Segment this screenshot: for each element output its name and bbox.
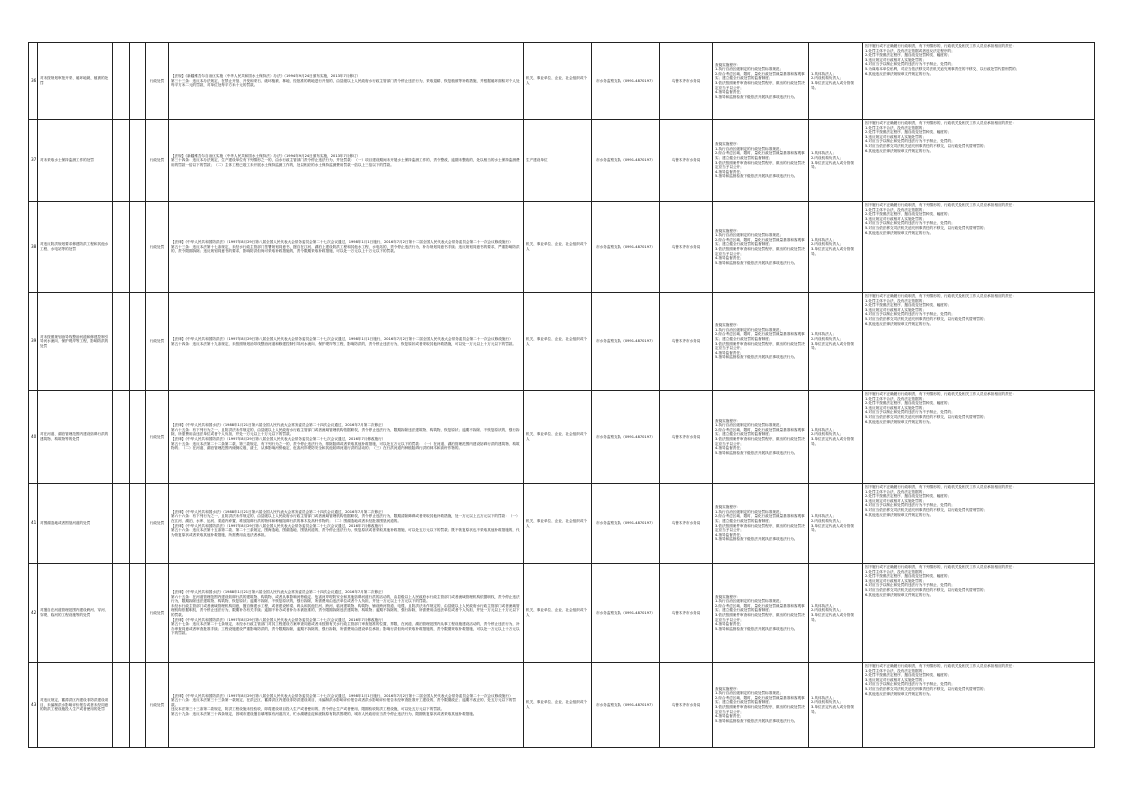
liability bbox=[863, 484, 1095, 564]
sub-item bbox=[113, 293, 130, 391]
blank-cell bbox=[130, 293, 146, 391]
responsibility-line: 1.具体执法人； bbox=[811, 332, 836, 337]
liability-line: 1.处罚主体不合法、没有法定依据或者违反法定程序的； bbox=[865, 48, 955, 53]
liability-line: 2.处罚不按照法定程序、擅自改变处罚种类、幅度的； bbox=[865, 53, 952, 58]
responsibility bbox=[809, 484, 863, 564]
sub-item bbox=[113, 564, 130, 663]
item-name: 对围湖造地或者围垦河道的处罚 bbox=[38, 484, 113, 564]
responsibility-line: 2.内设机构负责人； bbox=[811, 242, 844, 247]
legal-basis-paragraph: 第三十三条：违反本办法规定，在禁止开垦、开发和采石、破坏植被、林地、经批准的坡地进行开垦的，由县级以上人民政府水行政主管部门责令停止违法行为，采取退耕、恢复植被等补救措施，并根据破坏面积对个人处每平方米二元的罚款，对单位处每平方米十元的罚款。 bbox=[171, 78, 520, 88]
liability-line: 4.对应当予以制止和处罚的违法行为不予制止、处罚的； bbox=[865, 410, 955, 415]
step-line: 3.依法按照案件审查和行政处罚程序，做出的行政处罚决定应当予以公开； bbox=[715, 705, 805, 714]
legal-basis-paragraph: 【法律】《中华人民共和国防洪法》（1997年8月29日第八届全国人民代表大会常务委员会第二十七次会议通过，2016年7月修改施行） bbox=[171, 437, 386, 441]
responsibility-line: 3.单位法定代表人或分管领导。 bbox=[811, 160, 854, 170]
table-row bbox=[29, 120, 1095, 202]
dept: 市水务监察支队（0991-4870197） bbox=[592, 484, 660, 564]
step-line: 3.依法按照案件审查和行政处罚程序，做出的行政处罚决定应当予以公开； bbox=[715, 613, 805, 622]
liability-line: 5.为谋取本单位私利，对应当依法移交司法机关追究刑事责任的不移交、以行政处罚代替刑罚的； bbox=[865, 66, 1020, 71]
liability-line: 4.对应当予以制止和处罚的违法行为不予制止、处罚的； bbox=[865, 583, 955, 588]
step-line: 1.执行自治区级制定的行政处罚标准规范； bbox=[715, 67, 784, 72]
liability-line: 3.违反规定对行政相对人实施处罚的； bbox=[865, 216, 926, 221]
step-line: 2.综合考虑区域、限时、量化行政处罚裁量基准和客观事实；建立健全行政处罚的监督制度； bbox=[715, 603, 805, 613]
liability-line: 因不履行或不正确履行行政职责，有下列情形的，行政机关及相关工作人员应承担相应的责任： bbox=[865, 121, 1016, 125]
table-body bbox=[29, 43, 1095, 748]
item-name: 对违反规定，蓄滞洪区内建设非防洪建设项目，未编制洪水影响评价报告或者未经同意的防洪工程设施投入生产或者使用的处罚 bbox=[38, 663, 113, 748]
step-line: 4.指导监督责任； bbox=[715, 350, 744, 355]
liability-line: 2.处罚不按照法定程序、擅自改变处罚种类、幅度的； bbox=[865, 130, 952, 135]
steps bbox=[713, 564, 809, 663]
step-line: 3.依法按照案件审查和行政处罚程序，做出的行政处罚决定应当予以公开； bbox=[715, 81, 805, 90]
liability-line: 因不履行或不正确履行行政职责，有下列情形的，行政机关及相关工作人员应承担相应的责任： bbox=[865, 392, 1016, 396]
row-number: 40 bbox=[29, 391, 38, 484]
liability-line: 5.对应当依法移交司法机关追究刑事责任的不移交，以行政处罚代替刑罚的； bbox=[865, 507, 988, 512]
item-name: 对在河道、湖泊管理范围内建设妨碍行洪的建筑物、构筑物等的处罚 bbox=[38, 391, 113, 484]
power-type: 行政处罚 bbox=[146, 293, 169, 391]
responsibility bbox=[809, 564, 863, 663]
dept: 市水务监察支队（0991-4870197） bbox=[592, 391, 660, 484]
legal-basis bbox=[169, 391, 524, 484]
liability-line: 因不履行或不正确履行行政职责，有下列情形的，行政机关及相关工作人员应承担相应的责任： bbox=[865, 203, 1016, 207]
dept: 市水务监察支队（0991-4870197） bbox=[592, 293, 660, 391]
row-number: 43 bbox=[29, 663, 38, 748]
subject: 机关、事业单位、企业、社会组织或个人 bbox=[524, 293, 592, 391]
subject: 机关、事业单位、企业、社会组织或个人 bbox=[524, 391, 592, 484]
liability-line: 因不履行或不正确履行行政职责，有下列情形的，行政机关及相关工作人员应承担相应的责任： bbox=[865, 565, 1016, 569]
responsibility-line: 2.内设机构负责人； bbox=[811, 608, 844, 613]
liability-line: 5.对应当依法移交司法机关追究刑事责任的不移交，以行政处罚代替刑罚的； bbox=[865, 414, 988, 419]
liability-line: 4.对应当予以制止和处罚的违法行为不予制止、处罚的； bbox=[865, 312, 955, 317]
row-number: 38 bbox=[29, 202, 38, 293]
liability-line: 2.处罚不按照法定程序、擅自改变处罚种类、幅度的； bbox=[865, 401, 952, 406]
responsibility-line: 2.内设机构负责人； bbox=[811, 76, 844, 81]
responsibility-line: 2.内设机构负责人； bbox=[811, 432, 844, 437]
responsibility-line: 3.单位法定代表人或分管领导。 bbox=[811, 341, 854, 351]
subject: 机关、事业单位、企业、社会组织或个人 bbox=[524, 484, 592, 564]
responsibility-line: 1.具体执法人； bbox=[811, 514, 836, 519]
responsibility-line: 3.单位法定代表人或分管领导。 bbox=[811, 523, 854, 533]
step-line: 查阅实施程序： bbox=[715, 323, 741, 328]
liability-line: 1.处罚主体不合法、没有法定依据的； bbox=[865, 125, 926, 130]
power-type: 行政处罚 bbox=[146, 564, 169, 663]
subject: 机关、事业单位、企业、社会组织或个人 bbox=[524, 663, 592, 748]
responsibility-line: 3.单位法定代表人或分管领导。 bbox=[811, 705, 854, 714]
step-line: 2.综合考虑区域、限时、量化行政处罚裁量基准和客观事实；建立健全行政处罚的监督制度； bbox=[715, 237, 805, 247]
legal-basis-paragraph: 违反本法第三十三条第二款规定，防洪工程设施未经验收，即将建设项目投入生产或者使用的，责令停止生产或者使用，限期验收防洪工程设施，可以处五万元以下的罚款。 bbox=[171, 707, 445, 712]
subject: 机关、事业单位、企业、社会组织或个人 bbox=[524, 564, 592, 663]
legal-basis-paragraph: 【法律】《中华人民共和国防洪法》（1997年8月29日第八届全国人民代表大会常务委员会第二十七次会议通过，1998年1月1日施行，2016年7月2日第十二届全国人民代表大会常务委员会第二十一次会议修改施行） bbox=[171, 240, 513, 245]
liability-line: 1.处罚主体不合法、没有法定依据的； bbox=[865, 298, 926, 303]
step-line: 4.指导监督责任； bbox=[715, 446, 744, 451]
power-type: 行政处罚 bbox=[146, 120, 169, 202]
responsibility-line: 2.内设机构负责人； bbox=[811, 700, 844, 705]
org: 乌鲁木齐市水务局 bbox=[660, 120, 713, 202]
liability-line: 3.违反规定对行政相对人实施处罚的； bbox=[865, 498, 926, 503]
liability-line: 6.其他违反法律法规规章文件规定的行为。 bbox=[865, 148, 934, 153]
responsibility-line: 2.内设机构负责人； bbox=[811, 155, 844, 160]
step-line: 4.指导监督责任； bbox=[715, 256, 744, 261]
liability-line: 4.对应当予以制止和处罚的违法行为不予制止、处罚的； bbox=[865, 62, 955, 67]
blank-cell bbox=[130, 120, 146, 202]
step-line: 1.执行自治区级制定的行政处罚标准规范； bbox=[715, 509, 784, 514]
steps bbox=[713, 663, 809, 748]
dept: 市水务监察支队（0991-4870197） bbox=[592, 663, 660, 748]
legal-basis-paragraph: 【法律】《中华人民共和国防洪法》（1997年8月29日第八届全国人民代表大会常务委员会第二十七次会议通过，2016年7月修改施行） bbox=[171, 523, 386, 528]
liability-line: 1.处罚主体不合法、没有法定依据的； bbox=[865, 668, 926, 673]
liability-line: 3.违反规定对行政相对人实施处罚的； bbox=[865, 677, 926, 682]
power-list-table bbox=[28, 42, 1095, 748]
liability-line: 1.处罚主体不合法、没有法定依据的； bbox=[865, 489, 926, 494]
responsibility bbox=[809, 43, 863, 120]
step-line: 5.指导和监督检查下级依法开展执法事项违法行为。 bbox=[715, 626, 798, 631]
liability-line: 2.处罚不按照法定程序、擅自改变处罚种类、幅度的； bbox=[865, 212, 952, 217]
step-line: 5.指导和监督检查下级依法开展执法事项违法行为。 bbox=[715, 174, 798, 179]
org: 乌鲁木齐市水务局 bbox=[660, 564, 713, 663]
step-line: 1.执行自治区级制定的行政处罚标准规范； bbox=[715, 327, 784, 332]
legal-basis bbox=[169, 293, 524, 391]
legal-basis bbox=[169, 484, 524, 564]
dept: 市水务监察支队（0991-4870197） bbox=[592, 202, 660, 293]
step-line: 2.综合考虑区域、限时、量化行政处罚裁量基准和客观事实；建立健全行政处罚的监督制度； bbox=[715, 427, 805, 437]
liability-line: 5.对应当依法移交司法机关追究刑事责任的不移交，以行政处罚代替刑罚的； bbox=[865, 686, 988, 691]
power-type: 行政处罚 bbox=[146, 202, 169, 293]
step-line: 5.指导和监督检查下级依法开展执法事项违法行为。 bbox=[715, 355, 798, 360]
responsibility-line: 1.具体执法人； bbox=[811, 695, 836, 700]
org: 乌鲁木齐市水务局 bbox=[660, 293, 713, 391]
liability bbox=[863, 120, 1095, 202]
responsibility bbox=[809, 293, 863, 391]
step-line: 查阅实施程序： bbox=[715, 142, 741, 147]
item-name: 对未按照规划治导线整治河道和修建控制引导河水流向、保护堤岸等工程，影响防洪的处罚 bbox=[38, 293, 113, 391]
legal-basis-paragraph: 【法律】《中华人民共和国水法》（1988年1月21日第六届全国人民代表大会常务委员会第二十四次会议通过，2016年7月第二次修正） bbox=[171, 509, 386, 514]
legal-basis bbox=[169, 663, 524, 748]
org: 乌鲁木齐市水务局 bbox=[660, 43, 713, 120]
liability-line: 因不履行或不正确履行行政职责，有下列情形的，行政机关及相关工作人员应承担相应的责任： bbox=[865, 485, 1016, 489]
org: 乌鲁木齐市水务局 bbox=[660, 391, 713, 484]
step-line: 3.依法按照案件审查和行政处罚程序，做出的行政处罚决定应当予以公开； bbox=[715, 160, 805, 170]
step-line: 2.综合考虑区域、限时、量化行政处罚裁量基准和客观事实；建立健全行政处罚的监督制度； bbox=[715, 514, 805, 523]
legal-basis-paragraph: 第五十四条：违反本法第十九条规定，未按照规划治导线整治河道和修建控制引导河水流向、保护堤岸等工程，影响防洪的，责令停止违法行为，恢复原状或者采取其他补救措施，可以处一万元以上十万元以下的罚款。 bbox=[171, 341, 516, 346]
item-name: 对违反防洪规划要求修建防洪工程和其他水工程、水电站等的处罚 bbox=[38, 202, 113, 293]
power-type: 行政处罚 bbox=[146, 43, 169, 120]
dept: 市水务监察支队（0991-4870197） bbox=[592, 43, 660, 120]
liability bbox=[863, 43, 1095, 120]
liability-line: 3.违反规定对行政相对人实施处罚的； bbox=[865, 57, 926, 62]
subject: 机关、事业单位、企业、社会组织或个人 bbox=[524, 202, 592, 293]
item-name: 对未采取水土保持监测工作的处罚 bbox=[38, 120, 113, 202]
legal-basis-paragraph: 第五十六条：违反本法第十五条第二款、第二十三条规定，围海造地、围湖造地、围垦河道的，责令停止违法行为，恢复原状或者采取其他补救措施，可以处五万元以下的罚款；既不恢复原状也不采取其他补救措施的，代为恢复原状或者采取其他补救措施，所需费用由违法者承担。 bbox=[171, 528, 520, 537]
step-line: 5.指导和监督检查下级依法开展执法事项违法行为。 bbox=[715, 718, 798, 723]
liability-line: 1.处罚主体不合法、没有法定依据的； bbox=[865, 396, 926, 401]
liability-line: 因不履行或不正确履行行政职责，有下列情形的，行政机关及相关工作人员应承担相应的责任： bbox=[865, 294, 1016, 298]
legal-basis-paragraph: 第六十五条：有下列行为之一，且防洪法未作规定的，由县级以上人民政府水行政主管部门或者流域管理机构依据职权，责令停止违法行为，限期拆除违法建筑物、构筑物，恢复原状；逾期不拆除、不恢复原状的，强行拆除，所需费用由违法单位或者个人负担，并处一万元以上十万元以下的罚款。 bbox=[171, 427, 520, 437]
responsibility bbox=[809, 663, 863, 748]
liability-line: 6.其他违反法律法规规章文件规定的行为。 bbox=[865, 321, 934, 326]
responsibility-line: 1.具体执法人； bbox=[811, 603, 836, 608]
sub-item bbox=[113, 484, 130, 564]
steps bbox=[713, 202, 809, 293]
step-line: 2.综合考虑区域、限时、量化行政处罚裁量基准和客观事实；建立健全行政处罚的监督制度； bbox=[715, 695, 805, 705]
legal-basis-paragraph: 第六十六条：有下列行为之一，且防洪法未作规定的，由县级以上人民政府水行政主管部门或者流域管理机构依据职权，责令停止违法行为，限期清除障碍或者采取其他补救措施，处一万元以上五万元以下的罚款：（一）在江河、湖泊、水库、运河、渠道内弃置、堆放阻碍行洪的物体和种植阻碍行洪的林木及高秆作物的；（二）围湖造地或者未经批准围垦河道的。 bbox=[171, 514, 520, 523]
legal-basis-paragraph: 【法律】《中华人民共和国防洪法》（1997年8月29日第八届全国人民代表大会常务委员会第二十七次会议通过，2016年7月修改施行） bbox=[171, 617, 386, 622]
step-line: 查阅实施程序： bbox=[715, 505, 741, 510]
liability-line: 6.其他违反法律法规规章文件规定的行为。 bbox=[865, 71, 934, 76]
step-line: 5.指导和监督检查下级依法开展执法事项违法行为。 bbox=[715, 450, 798, 455]
blank-cell bbox=[130, 43, 146, 120]
responsibility bbox=[809, 120, 863, 202]
blank-cell bbox=[130, 663, 146, 748]
table-row bbox=[29, 293, 1095, 391]
responsibility-line: 3.单位法定代表人或分管领导。 bbox=[811, 247, 854, 256]
dept: 市水务监察支队（0991-4870197） bbox=[592, 564, 660, 663]
legal-basis-paragraph: 第六十五条：在河道管理范围内建设妨碍行洪的建筑物、构筑物，或者从事影响河势稳定、危害河岸堤防安全和其他妨碍河道行洪的活动的，由县级以上人民政府水行政主管部门或者流域管理机构依据职权，责令停止违法行为，限期拆除违法建筑物、构筑物，恢复原状；逾期不拆除、不恢复原状的，强行拆除，所需费用由违法单位或者个人负担，并处一万元以上十万元以下的罚款。 bbox=[171, 594, 520, 604]
legal-basis-paragraph: 【法律】《中华人民共和国水法》（1988年1月21日第六届全国人民代表大会常务委员会第二十四次会议通过，2016年7月第二次修正） bbox=[171, 423, 386, 428]
legal-basis-paragraph: 第五十五条：违反本法第二十二条第二款、第三款规定，有下列行为之一的，责令停止违法行为，排除阻碍或者采取其他补救措施，可以处五万元以下的罚款：（一）在河道、湖泊管理范围内建设妨碍行洪的建筑物、构筑物的；（二）在河道、湖泊管理范围内倾倒垃圾、渣土，从事影响河势稳定、危害河岸堤防安全和其他妨碍河道行洪的活动的；（三）在行洪河道内种植阻碍行洪的林木和高秆作物的。 bbox=[171, 441, 520, 451]
liability-line: 5.对应当依法移交司法机关追究刑事责任的不移交，以行政处罚代替刑罚的； bbox=[865, 143, 988, 148]
subject: 机关、事业单位、企业、社会组织或个人 bbox=[524, 43, 592, 120]
table-row bbox=[29, 202, 1095, 293]
step-line: 3.依法按照案件审查和行政处罚程序，做出的行政处罚决定应当予以公开； bbox=[715, 523, 805, 533]
steps bbox=[713, 391, 809, 484]
step-line: 查阅实施程序： bbox=[715, 418, 741, 423]
liability-line: 1.处罚主体不合法、没有法定依据的； bbox=[865, 569, 926, 574]
liability-line: 5.对应当依法移交司法机关追究刑事责任的不移交，以行政处罚代替刑罚的； bbox=[865, 316, 988, 321]
liability-line: 6.其他违反法律法规规章文件规定的行为。 bbox=[865, 512, 934, 517]
liability-line: 6.其他违反法律法规规章文件规定的行为。 bbox=[865, 592, 934, 597]
blank-cell bbox=[130, 202, 146, 293]
legal-basis bbox=[169, 120, 524, 202]
legal-basis bbox=[169, 564, 524, 663]
step-line: 4.指导监督责任； bbox=[715, 622, 744, 627]
step-line: 1.执行自治区级制定的行政处罚标准规范； bbox=[715, 691, 784, 696]
table-row bbox=[29, 663, 1095, 748]
liability-line: 因不履行或不正确履行行政职责，有下列情形的，行政机关及相关工作人员应承担相应的责任： bbox=[865, 44, 1016, 48]
liability-line: 因不履行或不正确履行行政职责，有下列情形的，行政机关及相关工作人员应承担相应的责任： bbox=[865, 664, 1016, 668]
liability-line: 4.对应当予以制止和处罚的违法行为不予制止、处罚的； bbox=[865, 139, 955, 144]
step-line: 2.综合考虑区域、限时、量化行政处罚裁量基准和客观事实；建立健全行政处罚的监督制度； bbox=[715, 332, 805, 341]
sub-item bbox=[113, 202, 130, 293]
table-row bbox=[29, 564, 1095, 663]
step-line: 4.指导监督责任； bbox=[715, 532, 744, 537]
item-name: 对未按规划审批开采、破坏地貌、植被的处罚 bbox=[38, 43, 113, 120]
step-line: 4.指导监督责任； bbox=[715, 90, 744, 95]
row-number: 41 bbox=[29, 484, 38, 564]
step-line: 查阅实施程序： bbox=[715, 594, 741, 599]
steps bbox=[713, 293, 809, 391]
step-line: 5.指导和监督检查下级依法开展执法事项违法行为。 bbox=[715, 537, 798, 542]
sub-item bbox=[113, 120, 130, 202]
liability-line: 1.处罚主体不合法、没有法定依据的； bbox=[865, 207, 926, 212]
responsibility-line: 3.单位法定代表人或分管领导。 bbox=[811, 437, 854, 446]
row-number: 42 bbox=[29, 564, 38, 663]
blank-cell bbox=[130, 391, 146, 484]
step-line: 查阅实施程序： bbox=[715, 228, 741, 233]
sub-item bbox=[113, 663, 130, 748]
liability bbox=[863, 564, 1095, 663]
item-name: 对擅自在河道管理范围内建设跨河、穿河、穿堤、临河的工程设施等的处罚 bbox=[38, 564, 113, 663]
org: 乌鲁木齐市水务局 bbox=[660, 484, 713, 564]
steps bbox=[713, 43, 809, 120]
liability-line: 2.处罚不按照法定程序、擅自改变处罚种类、幅度的； bbox=[865, 494, 952, 499]
responsibility-line: 1.具体执法人； bbox=[811, 237, 836, 242]
legal-basis-paragraph: 【法律】《中华人民共和国防洪法》（1997年8月29日第八届全国人民代表大会常务委员会第二十七次会议通过，1998年1月1日施行，2016年7月2日第十二届全国人民代表大会常务委员会第二十一次会议修改施行） bbox=[171, 336, 513, 341]
responsibility bbox=[809, 391, 863, 484]
liability-line: 2.处罚不按照法定程序、擅自改变处罚种类、幅度的； bbox=[865, 303, 952, 308]
table-row bbox=[29, 391, 1095, 484]
liability bbox=[863, 663, 1095, 748]
sub-item bbox=[113, 43, 130, 120]
step-line: 1.执行自治区级制定的行政处罚标准规范； bbox=[715, 233, 784, 238]
liability-line: 3.违反规定对行政相对人实施处罚的； bbox=[865, 134, 926, 139]
power-list-sheet bbox=[28, 42, 1094, 748]
liability bbox=[863, 202, 1095, 293]
table-row bbox=[29, 43, 1095, 120]
step-line: 4.指导监督责任； bbox=[715, 169, 744, 174]
step-line: 2.综合考虑区域、限时、量化行政处罚裁量基准和客观事实；建立健全行政处罚的监督制度； bbox=[715, 71, 805, 81]
legal-basis-paragraph: 第五十七条：违反本法第二十七条规定，未经水行政主管部门对其工程建设方案审查同意或者未按照有关水行政主管部门审查批准的位置、界限，在河道、湖泊管理范围内从事工程设施建设活动的，责令停止违法行为，补办审查同意或者审查批准手续；工程设施建设严重影响防洪的，责令限期拆除，逾期不拆除的，强行拆除，所需费用由建设单位承担；影响行洪但尚可采取补救措施的，责令限期采取补救措施，可以处一万元以上十万元以下的罚款。 bbox=[171, 622, 520, 636]
step-line: 5.指导和监督检查下级依法开展执法事项违法行为。 bbox=[715, 94, 798, 99]
liability-line: 4.对应当予以制止和处罚的违法行为不予制止、处罚的； bbox=[865, 682, 955, 687]
liability-line: 3.违反规定对行政相对人实施处罚的； bbox=[865, 307, 926, 312]
sub-item bbox=[113, 391, 130, 484]
liability-line: 6.其他违反法律法规规章文件规定的行为。 bbox=[865, 691, 934, 696]
row-number: 36 bbox=[29, 43, 38, 120]
row-number: 39 bbox=[29, 293, 38, 391]
table-row bbox=[29, 484, 1095, 564]
liability-line: 4.对应当予以制止和处罚的违法行为不予制止、处罚的； bbox=[865, 503, 955, 508]
liability-line: 6.其他违反法律法规规章文件规定的行为。 bbox=[865, 230, 934, 235]
power-type: 行政处罚 bbox=[146, 484, 169, 564]
org: 乌鲁木齐市水务局 bbox=[660, 663, 713, 748]
step-line: 1.执行自治区级制定的行政处罚标准规范； bbox=[715, 423, 784, 428]
legal-basis-paragraph: 【法规】《新疆维吾尔自治区实施〈中华人民共和国水土保持法〉办法》（1994年9月24日颁布实施，2013年7月修订） bbox=[171, 74, 361, 79]
legal-basis-paragraph: 第五十三条：违反本法第十七条规定，未经水行政主管部门签署规划同意书，擅自在江河、湖泊上建设防洪工程和其他水工程、水电站的，责令停止违法行为，补办规划同意书手续；违反规划同意书的要求，严重影响防洪的，责令限期拆除；违反规划同意书的要求，影响防洪但尚可采取补救措施的，责令限期采取补救措施，可以处一万元以上十万元以下的罚款。 bbox=[171, 244, 520, 254]
step-line: 查阅实施程序： bbox=[715, 62, 741, 67]
blank-cell bbox=[130, 484, 146, 564]
step-line: 1.执行自治区级制定的行政处罚标准规范； bbox=[715, 146, 784, 151]
legal-basis-paragraph: 第三十四条：违反本办法规定，生产建设单位有下列情形之一的，由水行政主管部门责令停止违法行为，并处罚款：（一）项目建设期间未开展水土保持监测工作的，责令整改，逾期未整改的，处以相当的水土保持监测费用的罚款一倍以下的罚款；（二）主体工程已竣工未开展水土保持监测工作的，处以相应的水土保持监测费用罚款一倍以上三倍以下的罚款。 bbox=[171, 158, 520, 167]
liability-line: 5.对应当依法移交司法机关追究刑事责任的不移交，以行政处罚代替刑罚的； bbox=[865, 225, 988, 230]
power-type: 行政处罚 bbox=[146, 663, 169, 748]
liability bbox=[863, 391, 1095, 484]
power-type: 行政处罚 bbox=[146, 391, 169, 484]
legal-basis-paragraph: 第五十八条：违反本法第三十三条第一款规定，在洪泛区、蓄滞洪区内建设非防洪建设项目，未编制洪水影响评价报告或者洪水影响评价报告未经审查批准开工建设的，责令限期改正；逾期不改正的，处五万元以下的罚款。 bbox=[171, 698, 516, 707]
liability bbox=[863, 293, 1095, 391]
dept: 市水务监察支队（0991-4870197） bbox=[592, 120, 660, 202]
step-line: 3.依法按照案件审查和行政处罚程序，做出的行政处罚决定应当予以公开； bbox=[715, 341, 805, 351]
liability-line: 5.对应当依法移交司法机关追究刑事责任的不移交，以行政处罚代替刑罚的； bbox=[865, 587, 988, 592]
legal-basis-paragraph: 【法规】《新疆维吾尔自治区实施〈中华人民共和国水土保持法〉办法》（1994年9月24日颁布实施，2013年7月修订） bbox=[171, 153, 361, 158]
step-line: 1.执行自治区级制定的行政处罚标准规范； bbox=[715, 599, 784, 604]
step-line: 查阅实施程序： bbox=[715, 686, 741, 691]
liability-line: 2.处罚不按照法定程序、擅自改变处罚种类、幅度的； bbox=[865, 673, 952, 678]
responsibility-line: 1.具体执法人； bbox=[811, 71, 836, 76]
legal-basis-paragraph: 未经水行政主管部门或者流域管理机构同意，擅自修建水工程，或者建设桥梁、码头和其他拦河、跨河、临河建筑物、构筑物，铺设跨河管道、电缆，且防洪法未作规定的，由县级以上人民政府水行政主管部门或者流域管理机构依据职权，责令停止违法行为，限期补办有关手续；逾期不补办或者补办未被批准的，责令限期拆除违法建筑物、构筑物；逾期不拆除的，强行拆除，所需费用由违法单位或者个人负担，并处一万元以上十万元以下的罚款。 bbox=[171, 603, 520, 617]
steps bbox=[713, 120, 809, 202]
legal-basis-paragraph: 【法律】《中华人民共和国水法》（1988年1月21日第六届全国人民代表大会常务委员会第二十四次会议通过，2016年7月第二次修正） bbox=[171, 590, 386, 595]
legal-basis bbox=[169, 202, 524, 293]
steps bbox=[713, 484, 809, 564]
legal-basis bbox=[169, 43, 524, 120]
responsibility-line: 3.单位法定代表人或分管领导。 bbox=[811, 613, 854, 622]
liability-line: 2.处罚不按照法定程序、擅自改变处罚种类、幅度的； bbox=[865, 574, 952, 579]
responsibility bbox=[809, 202, 863, 293]
subject: 生产建设单位 bbox=[524, 120, 592, 202]
legal-basis-paragraph: 第五十九条：违反本法第三十四条规定，因城市建设擅自填堵原有河道沟叉、贮水湖塘洼淀和废除原有防洪围堤的，城市人民政府应当责令停止违法行为，限期恢复原状或者采取其他补救措施。 bbox=[171, 711, 477, 716]
step-line: 2.综合考虑区域、限时、量化行政处罚裁量基准和客观事实；建立健全行政处罚的监督制度； bbox=[715, 151, 805, 160]
step-line: 3.依法按照案件审查和行政处罚程序，做出的行政处罚决定应当予以公开； bbox=[715, 247, 805, 256]
responsibility-line: 2.内设机构负责人； bbox=[811, 518, 844, 523]
responsibility-line: 2.内设机构负责人； bbox=[811, 336, 844, 341]
step-line: 4.指导监督责任； bbox=[715, 714, 744, 719]
step-line: 3.依法按照案件审查和行政处罚程序，做出的行政处罚决定应当予以公开； bbox=[715, 437, 805, 446]
liability-line: 4.对应当予以制止和处罚的违法行为不予制止、处罚的； bbox=[865, 221, 955, 226]
liability-line: 3.违反规定对行政相对人实施处罚的； bbox=[865, 405, 926, 410]
row-number: 37 bbox=[29, 120, 38, 202]
responsibility-line: 1.具体执法人； bbox=[811, 151, 836, 156]
blank-cell bbox=[130, 564, 146, 663]
liability-line: 6.其他违反法律法规规章文件规定的行为。 bbox=[865, 419, 934, 424]
liability-line: 3.违反规定对行政相对人实施处罚的； bbox=[865, 578, 926, 583]
org: 乌鲁木齐市水务局 bbox=[660, 202, 713, 293]
step-line: 5.指导和监督检查下级依法开展执法事项违法行为。 bbox=[715, 260, 798, 265]
responsibility-line: 1.具体执法人； bbox=[811, 427, 836, 432]
responsibility-line: 3.单位法定代表人或分管领导。 bbox=[811, 81, 854, 90]
legal-basis-paragraph: 【法律】《中华人民共和国防洪法》（1997年8月29日第八届全国人民代表大会常务委员会第二十七次会议通过，1998年1月1日施行，2016年7月2日第十二届全国人民代表大会常务委员会第二十一次会议修改施行） bbox=[171, 693, 513, 698]
